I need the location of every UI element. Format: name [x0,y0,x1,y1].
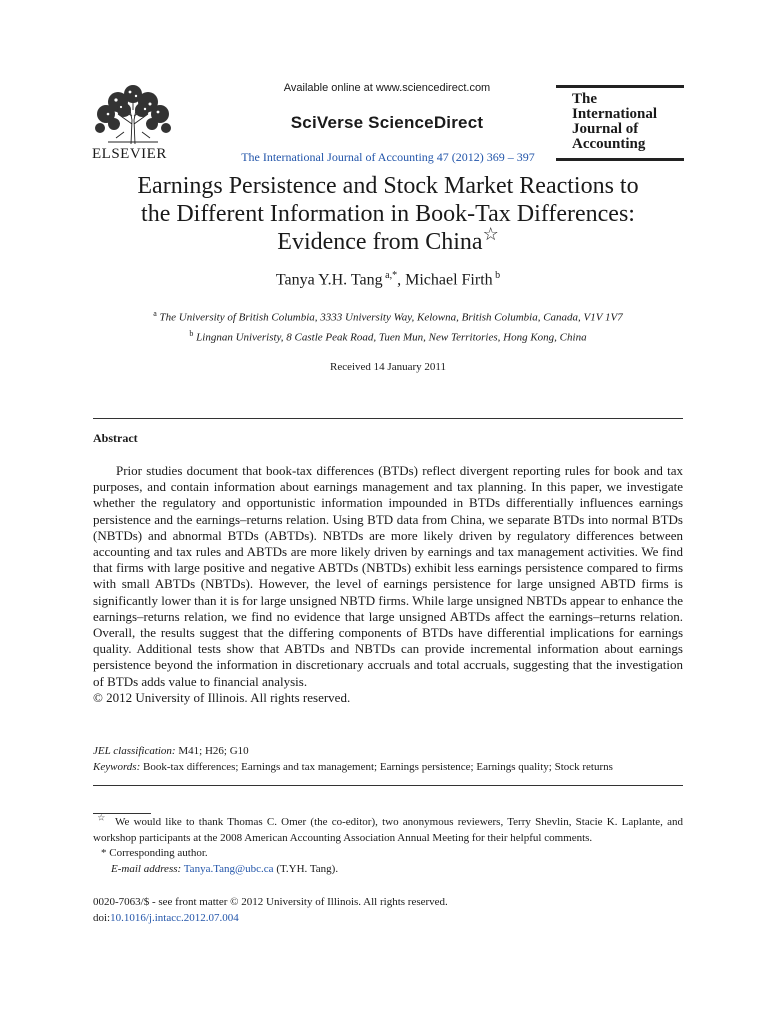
journal-brand-line: Journal of [572,121,639,137]
available-online-text: Available online at www.sciencedirect.com [283,82,491,94]
acknowledgement-note [93,812,683,846]
doi-link[interactable]: 10.1016/j.intacc.2012.07.004 [110,911,239,924]
journal-brand-line: Accounting [572,136,646,152]
author-list [60,270,716,289]
journal-brand-line: The [572,91,598,107]
affiliation-text: Lingnan Univeristy, 8 Castle Peak Road, Tuen Mun, New Territories, Hong Kong, China [196,331,587,344]
jel-value: M41; H26; G10 [175,745,249,757]
email-link[interactable]: Tanya.Tang@ubc.ca [183,862,274,875]
doi-label: doi: [93,911,111,924]
divider [93,418,683,419]
acknowledgement-text: We would like to thank Thomas C. Omer (the co-editor), two anonymous reviewers, Terry Shevlin, Stacie K. Laplante, and workshop participants at the 2008 American Accounting Association Annual Meeting for their helpful comments. [93,816,683,844]
affiliation-line [60,306,716,326]
title-line: Earnings Persistence and Stock Market Reactions to [137,173,639,199]
author-affiliation-mark[interactable]: a,* [385,270,398,281]
footnotes [93,812,683,877]
title-line: the Different Information in Book-Tax Differences: [141,201,635,227]
abstract-heading: Abstract [93,431,138,445]
article-title [60,172,716,256]
doi-line [93,911,683,927]
affiliation-text: The University of British Columbia, 3333 University Way, Kelowna, British Columbia, Canada, V1V 1V7 [159,311,623,324]
title-footnote-star[interactable]: ☆ [482,224,499,244]
author-name: Tanya Y.H. Tang [275,271,383,289]
title-line-text: Evidence from China [277,229,483,255]
affiliation-mark: b [189,328,194,338]
title-line [60,224,716,256]
email-suffix: (T.YH. Tang). [273,862,339,875]
journal-citation-link[interactable]: The International Journal of Accounting 47 (2012) 369 – 397 [241,150,535,164]
email-label: E-mail address: [111,862,182,875]
footnote-star: ☆ [97,812,107,823]
abstract-body [93,463,683,706]
corresponding-author-note: * Corresponding author. [101,847,208,859]
affiliations [60,306,716,345]
received-date: Received 14 January 2011 [330,361,446,373]
abstract-paragraph: Prior studies document that book-tax differences (BTDs) reflect divergent reporting rules for book and tax purposes, and contain information about earnings management and tax planning. In this paper, we investigate whether the regulatory and opportunistic information impounded in BTDs differentially influences earnings persistence and the earnings–returns relation. Using BTD data from China, we separate BTDs into normal BTDs (NBTDs) and abnormal BTDs (ABTDs). NBTDs are more likely driven by regulatory differences between accounting and tax rules and ABTDs are more likely driven by earnings and tax management activities. We find that firms with large positive and negative ABTDs (NBTDs) exhibit less earnings persistence compared to firms with small ABTDs (NBTDs). However, the level of earnings persistence for large unsigned ABTD firms is significantly lower than it is for large unsigned NBTD firms. While large unsigned NBTDs appear to enhance the earnings–returns relation, we find no evidence that large unsigned ABTDs affect the earnings–returns relation. Overall, the results suggest that the differing components of BTDs have differential implications for earnings quality. Additional tests show that ABTDs and NBTDs can provide incremental information about earnings persistence beyond the information in discretionary accruals and total accruals, suggesting that the investigation of BTDs adds value to financial analysis. [93,463,683,689]
publisher-name: ELSEVIER [92,146,167,162]
front-matter [93,895,683,926]
jel-classification [93,743,683,759]
elsevier-tree-logo [88,80,178,146]
copyright-line: © 2012 University of Illinois. All rights reserved. [93,689,351,705]
journal-brand-line: International [572,106,658,122]
affiliation-line [60,326,716,346]
keywords-label: Keywords: [93,761,141,773]
journal-brand-logo [572,92,657,152]
classification-block [93,743,683,775]
author-affiliation-mark[interactable]: b [495,270,501,281]
sciverse-sciencedirect-logo: SciVerse ScienceDirect [290,113,484,132]
divider [93,785,683,786]
affiliation-mark: a [153,309,157,318]
jel-label: JEL classification: [93,745,176,757]
author-separator: , [397,271,406,289]
author-name: Michael Firth [405,271,493,289]
keywords-value: Book-tax differences; Earnings and tax management; Earnings persistence; Earnings quality; Stock returns [140,761,613,773]
keywords [93,759,683,775]
issn-line: 0020-7063/$ - see front matter © 2012 University of Illinois. All rights reserved. [93,896,448,908]
email-note [93,862,683,878]
